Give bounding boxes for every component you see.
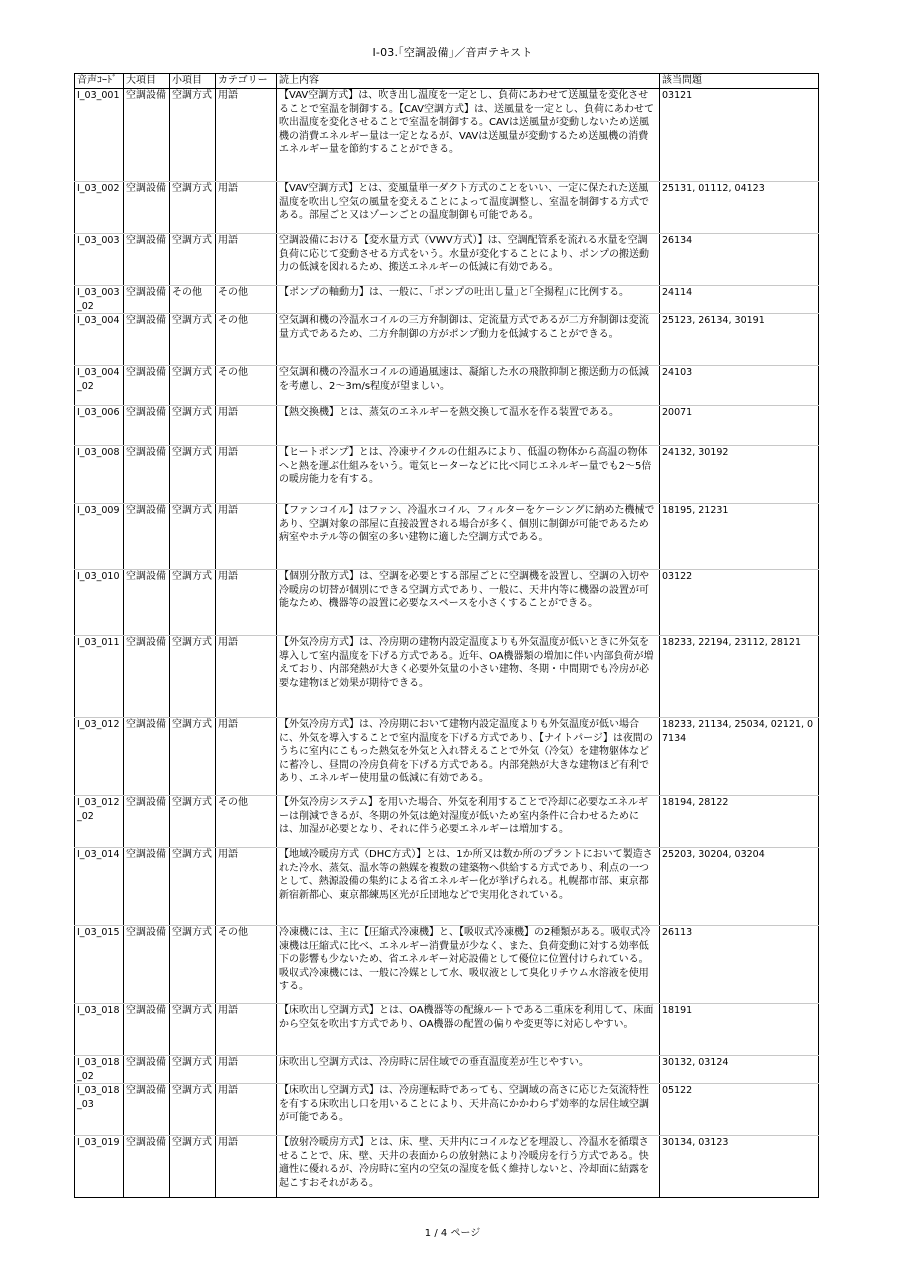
cell-category: 用語 (216, 848, 277, 926)
cell-code: I_03_008 (75, 446, 124, 504)
table-row (75, 1004, 819, 1056)
cell-code: I_03_018_03 (75, 1084, 124, 1136)
table-row (75, 848, 819, 926)
cell-ref: 25123, 26134, 30191 (660, 314, 819, 366)
cell-major: 空調設備 (124, 314, 170, 366)
cell-minor: 空調方式 (170, 504, 216, 570)
cell-major: 空調設備 (124, 848, 170, 926)
cell-code: I_03_019 (75, 1136, 124, 1198)
cell-ref: 18191 (660, 1004, 819, 1056)
cell-minor: 空調方式 (170, 926, 216, 1004)
cell-major: 空調設備 (124, 718, 170, 796)
cell-ref: 18194, 28122 (660, 796, 819, 848)
cell-minor: 空調方式 (170, 314, 216, 366)
cell-category: 用語 (216, 1004, 277, 1056)
table-row (75, 926, 819, 1004)
cell-code: I_03_004 (75, 314, 124, 366)
cell-text: 【VAV空調方式】とは、変風量単一ダクト方式のことをいい、一定に保たれた送風温度を吹出し空気の風量を変えることによって温度調整し、室温を制御する方式である。部屋ごと又はゾーンごとの温度制御も可能である。 (277, 182, 660, 234)
cell-major: 空調設備 (124, 1136, 170, 1198)
cell-ref: 03122 (660, 570, 819, 636)
page-title: I-03.｢空調設備｣／音声テキスト (372, 46, 533, 59)
cell-major: 空調設備 (124, 1004, 170, 1056)
cell-ref: 05122 (660, 1084, 819, 1136)
cell-minor: その他 (170, 286, 216, 314)
cell-text: 【熱交換機】とは、蒸気のエネルギーを熱交換して温水を作る装置である。 (277, 406, 660, 446)
cell-ref: 26113 (660, 926, 819, 1004)
table-row (75, 89, 819, 182)
cell-code: I_03_018 (75, 1004, 124, 1056)
table-row (75, 570, 819, 636)
cell-category: 用語 (216, 234, 277, 286)
cell-text: 【ヒートポンプ】とは、冷凍サイクルの仕組みにより、低温の物体から高温の物体へと熱を運ぶ仕組みをいう。電気ヒーターなどに比べ同じエネルギー量でも2～5倍の暖房能力を有する。 (277, 446, 660, 504)
cell-ref: 30132, 03124 (660, 1056, 819, 1084)
cell-category: 用語 (216, 1056, 277, 1084)
table-row (75, 1084, 819, 1136)
cell-code: I_03_009 (75, 504, 124, 570)
table-row (75, 234, 819, 286)
cell-major: 空調設備 (124, 1084, 170, 1136)
cell-code: I_03_014 (75, 848, 124, 926)
cell-ref: 18195, 21231 (660, 504, 819, 570)
cell-minor: 空調方式 (170, 848, 216, 926)
cell-category: その他 (216, 926, 277, 1004)
cell-ref: 25131, 01112, 04123 (660, 182, 819, 234)
cell-text: 空気調和機の冷温水コイルの通過風速は、凝縮した水の飛散抑制と搬送動力の低減を考慮し、2～3m/s程度が望ましい。 (277, 366, 660, 406)
table-row (75, 286, 819, 314)
cell-minor: 空調方式 (170, 1056, 216, 1084)
cell-category: 用語 (216, 1084, 277, 1136)
cell-code: I_03_012 (75, 718, 124, 796)
cell-category: その他 (216, 796, 277, 848)
cell-major: 空調設備 (124, 570, 170, 636)
cell-text: 【外気冷房システム】を用いた場合、外気を利用することで冷却に必要なエネルギーは削減できるが、冬期の外気は絶対湿度が低いため室内条件に合わせるためには、加湿が必要となり、それに伴う必要エネルギーは増加する。 (277, 796, 660, 848)
page-number: 1 / 4 ページ (424, 1228, 481, 1239)
cell-major: 空調設備 (124, 636, 170, 718)
cell-text: 【外気冷房方式】は、冷房期において建物内設定温度よりも外気温度が低い場合に、外気を導入することで室内温度を下げる方式であり、【ナイトパージ】は夜間のうちに室内にこもった熱気を外気と入れ替えることで外気（冷気）を建物躯体などに蓄冷し、昼間の冷房負荷を下げる方式である。内部発熱が大きな建物ほど有利であり、エネルギー使用量の低減に有効である。 (277, 718, 660, 796)
cell-major: 空調設備 (124, 1056, 170, 1084)
cell-code: I_03_003_02 (75, 286, 124, 314)
column-header-category: カテゴリー (216, 74, 277, 89)
cell-minor: 空調方式 (170, 366, 216, 406)
cell-ref: 18233, 21134, 25034, 02121, 07134 (660, 718, 819, 796)
cell-text: 【ポンプの軸動力】は、一般に、｢ポンプの吐出し量｣と｢全揚程｣に比例する。 (277, 286, 660, 314)
cell-ref: 24114 (660, 286, 819, 314)
cell-minor: 空調方式 (170, 1004, 216, 1056)
cell-category: 用語 (216, 446, 277, 504)
cell-code: I_03_006 (75, 406, 124, 446)
cell-code: I_03_010 (75, 570, 124, 636)
column-header-text: 読上内容 (277, 74, 660, 89)
cell-text: 【床吹出し空調方式】は、冷房運転時であっても、空調域の高さに応じた気流特性を有する床吹出し口を用いることにより、天井高にかかわらず効率的な居住域空調が可能である。 (277, 1084, 660, 1136)
cell-text: 空気調和機の冷温水コイルの三方弁制御は、定流量方式であるが二方弁制御は変流量方式であるため、二方弁制御の方がポンプ動力を低減することができる。 (277, 314, 660, 366)
cell-major: 空調設備 (124, 366, 170, 406)
table-row (75, 406, 819, 446)
cell-minor: 空調方式 (170, 570, 216, 636)
cell-text: 【床吹出し空調方式】とは、OA機器等の配線ルートである二重床を利用して、床面から空気を吹出す方式であり、OA機器の配置の偏りや変更等に対応しやすい。 (277, 1004, 660, 1056)
cell-major: 空調設備 (124, 446, 170, 504)
cell-code: I_03_011 (75, 636, 124, 718)
cell-minor: 空調方式 (170, 1136, 216, 1198)
cell-major: 空調設備 (124, 926, 170, 1004)
cell-minor: 空調方式 (170, 636, 216, 718)
cell-major: 空調設備 (124, 89, 170, 182)
cell-ref: 03121 (660, 89, 819, 182)
cell-ref: 26134 (660, 234, 819, 286)
cell-code: I_03_015 (75, 926, 124, 1004)
cell-ref: 20071 (660, 406, 819, 446)
table-header-row (75, 74, 819, 89)
voice-text-table (74, 73, 819, 1198)
cell-text: 【放射冷暖房方式】とは、床、壁、天井内にコイルなどを埋設し、冷温水を循環させることで、床、壁、天井の表面からの放射熱により冷暖房を行う方式である。快適性に優れるが、冷房時に室内の空気の湿度を低く維持しないと、冷却面に結露を起こすおそれがある。 (277, 1136, 660, 1198)
cell-code: I_03_002 (75, 182, 124, 234)
table-row (75, 718, 819, 796)
cell-text: 床吹出し空調方式は、冷房時に居住域での垂直温度差が生じやすい。 (277, 1056, 660, 1084)
table-row (75, 446, 819, 504)
column-header-code: 音声ｺｰﾄﾞ (75, 74, 124, 89)
cell-minor: 空調方式 (170, 89, 216, 182)
cell-code: I_03_012_02 (75, 796, 124, 848)
cell-code: I_03_004_02 (75, 366, 124, 406)
cell-minor: 空調方式 (170, 406, 216, 446)
column-header-major: 大項目 (124, 74, 170, 89)
cell-category: 用語 (216, 570, 277, 636)
cell-minor: 空調方式 (170, 796, 216, 848)
cell-major: 空調設備 (124, 182, 170, 234)
table-row (75, 504, 819, 570)
table-row (75, 1056, 819, 1084)
cell-major: 空調設備 (124, 286, 170, 314)
cell-minor: 空調方式 (170, 1084, 216, 1136)
cell-text: 【個別分散方式】は、空調を必要とする部屋ごとに空調機を設置し、空調の入切や冷暖房の切替が個別にできる空調方式であり、一般に、天井内等に機器の設置が可能なため、機器等の設置に必要なスペースを小さくすることができる。 (277, 570, 660, 636)
cell-major: 空調設備 (124, 796, 170, 848)
cell-category: 用語 (216, 636, 277, 718)
cell-major: 空調設備 (124, 406, 170, 446)
cell-major: 空調設備 (124, 504, 170, 570)
cell-ref: 25203, 30204, 03204 (660, 848, 819, 926)
cell-category: その他 (216, 366, 277, 406)
cell-minor: 空調方式 (170, 234, 216, 286)
cell-minor: 空調方式 (170, 446, 216, 504)
table-row (75, 1136, 819, 1198)
cell-category: その他 (216, 286, 277, 314)
cell-category: 用語 (216, 89, 277, 182)
table-row (75, 366, 819, 406)
table-row (75, 182, 819, 234)
cell-code: I_03_003 (75, 234, 124, 286)
cell-ref: 24103 (660, 366, 819, 406)
cell-major: 空調設備 (124, 234, 170, 286)
cell-code: I_03_001 (75, 89, 124, 182)
cell-text: 【ファンコイル】はファン、冷温水コイル、フィルターをケーシングに納めた機械であり、空調対象の部屋に直接設置される場合が多く、個別に制御が可能であるため病室やホテル等の個室の多い建物に適した空調方式である。 (277, 504, 660, 570)
cell-text: 【VAV空調方式】は、吹き出し温度を一定とし、負荷にあわせて送風量を変化させることで室温を制御する。【CAV空調方式】は、送風量を一定とし、負荷にあわせて吹出温度を変化させることで室温を制御する。CAVは送風量が変動しないため送風機の消費エネルギー量は一定となるが、VAVは送風量が変動するため送風機の消費エネルギー量を節約することができる。 (277, 89, 660, 182)
cell-ref: 30134, 03123 (660, 1136, 819, 1198)
cell-category: 用語 (216, 182, 277, 234)
table-row (75, 314, 819, 366)
cell-code: I_03_018_02 (75, 1056, 124, 1084)
cell-text: 【外気冷房方式】は、冷房期の建物内設定温度よりも外気温度が低いときに外気を導入して室内温度を下げる方式である。近年、OA機器類の増加に伴い内部負荷が増えており、内部発熱が大きく必要外気量の小さい建物、冬期・中間期でも冷房が必要な建物ほど効果が期待できる。 (277, 636, 660, 718)
cell-category: 用語 (216, 1136, 277, 1198)
table-row (75, 636, 819, 718)
cell-category: その他 (216, 314, 277, 366)
cell-category: 用語 (216, 504, 277, 570)
cell-ref: 18233, 22194, 23112, 28121 (660, 636, 819, 718)
table-row (75, 796, 819, 848)
cell-text: 空調設備における【変水量方式（VWV方式）】は、空調配管系を流れる水量を空調負荷に応じて変動させる方式をいう。水量が変化することにより、ポンプの搬送動力の低減を図れるため、搬送エネルギーの低減に有効である。 (277, 234, 660, 286)
cell-category: 用語 (216, 718, 277, 796)
cell-ref: 24132, 30192 (660, 446, 819, 504)
cell-category: 用語 (216, 406, 277, 446)
cell-minor: 空調方式 (170, 182, 216, 234)
column-header-minor: 小項目 (170, 74, 216, 89)
cell-text: 冷凍機には、主に【圧縮式冷凍機】と、【吸収式冷凍機】の2種類がある。吸収式冷凍機は圧縮式に比べ、エネルギー消費量が少なく、また、負荷変動に対する効率低下の影響も少ないため、省エネルギー対応設備として優位に位置付けられている。 吸収式冷凍機には、一般に冷媒として水、吸収液として臭化リチウム水溶液を使用する。 (277, 926, 660, 1004)
cell-minor: 空調方式 (170, 718, 216, 796)
cell-text: 【地域冷暖房方式（DHC方式）】とは、1か所又は数か所のプラントにおいて製造された冷水、蒸気、温水等の熱媒を複数の建築物へ供給する方式であり、利点の一つとして、熱源設備の集約による省エネルギー化が挙げられる。札幌都市部、東京都新宿新都心、東京都練馬区光が丘団地などで実用化されている。 (277, 848, 660, 926)
column-header-ref: 該当問題 (660, 74, 819, 89)
